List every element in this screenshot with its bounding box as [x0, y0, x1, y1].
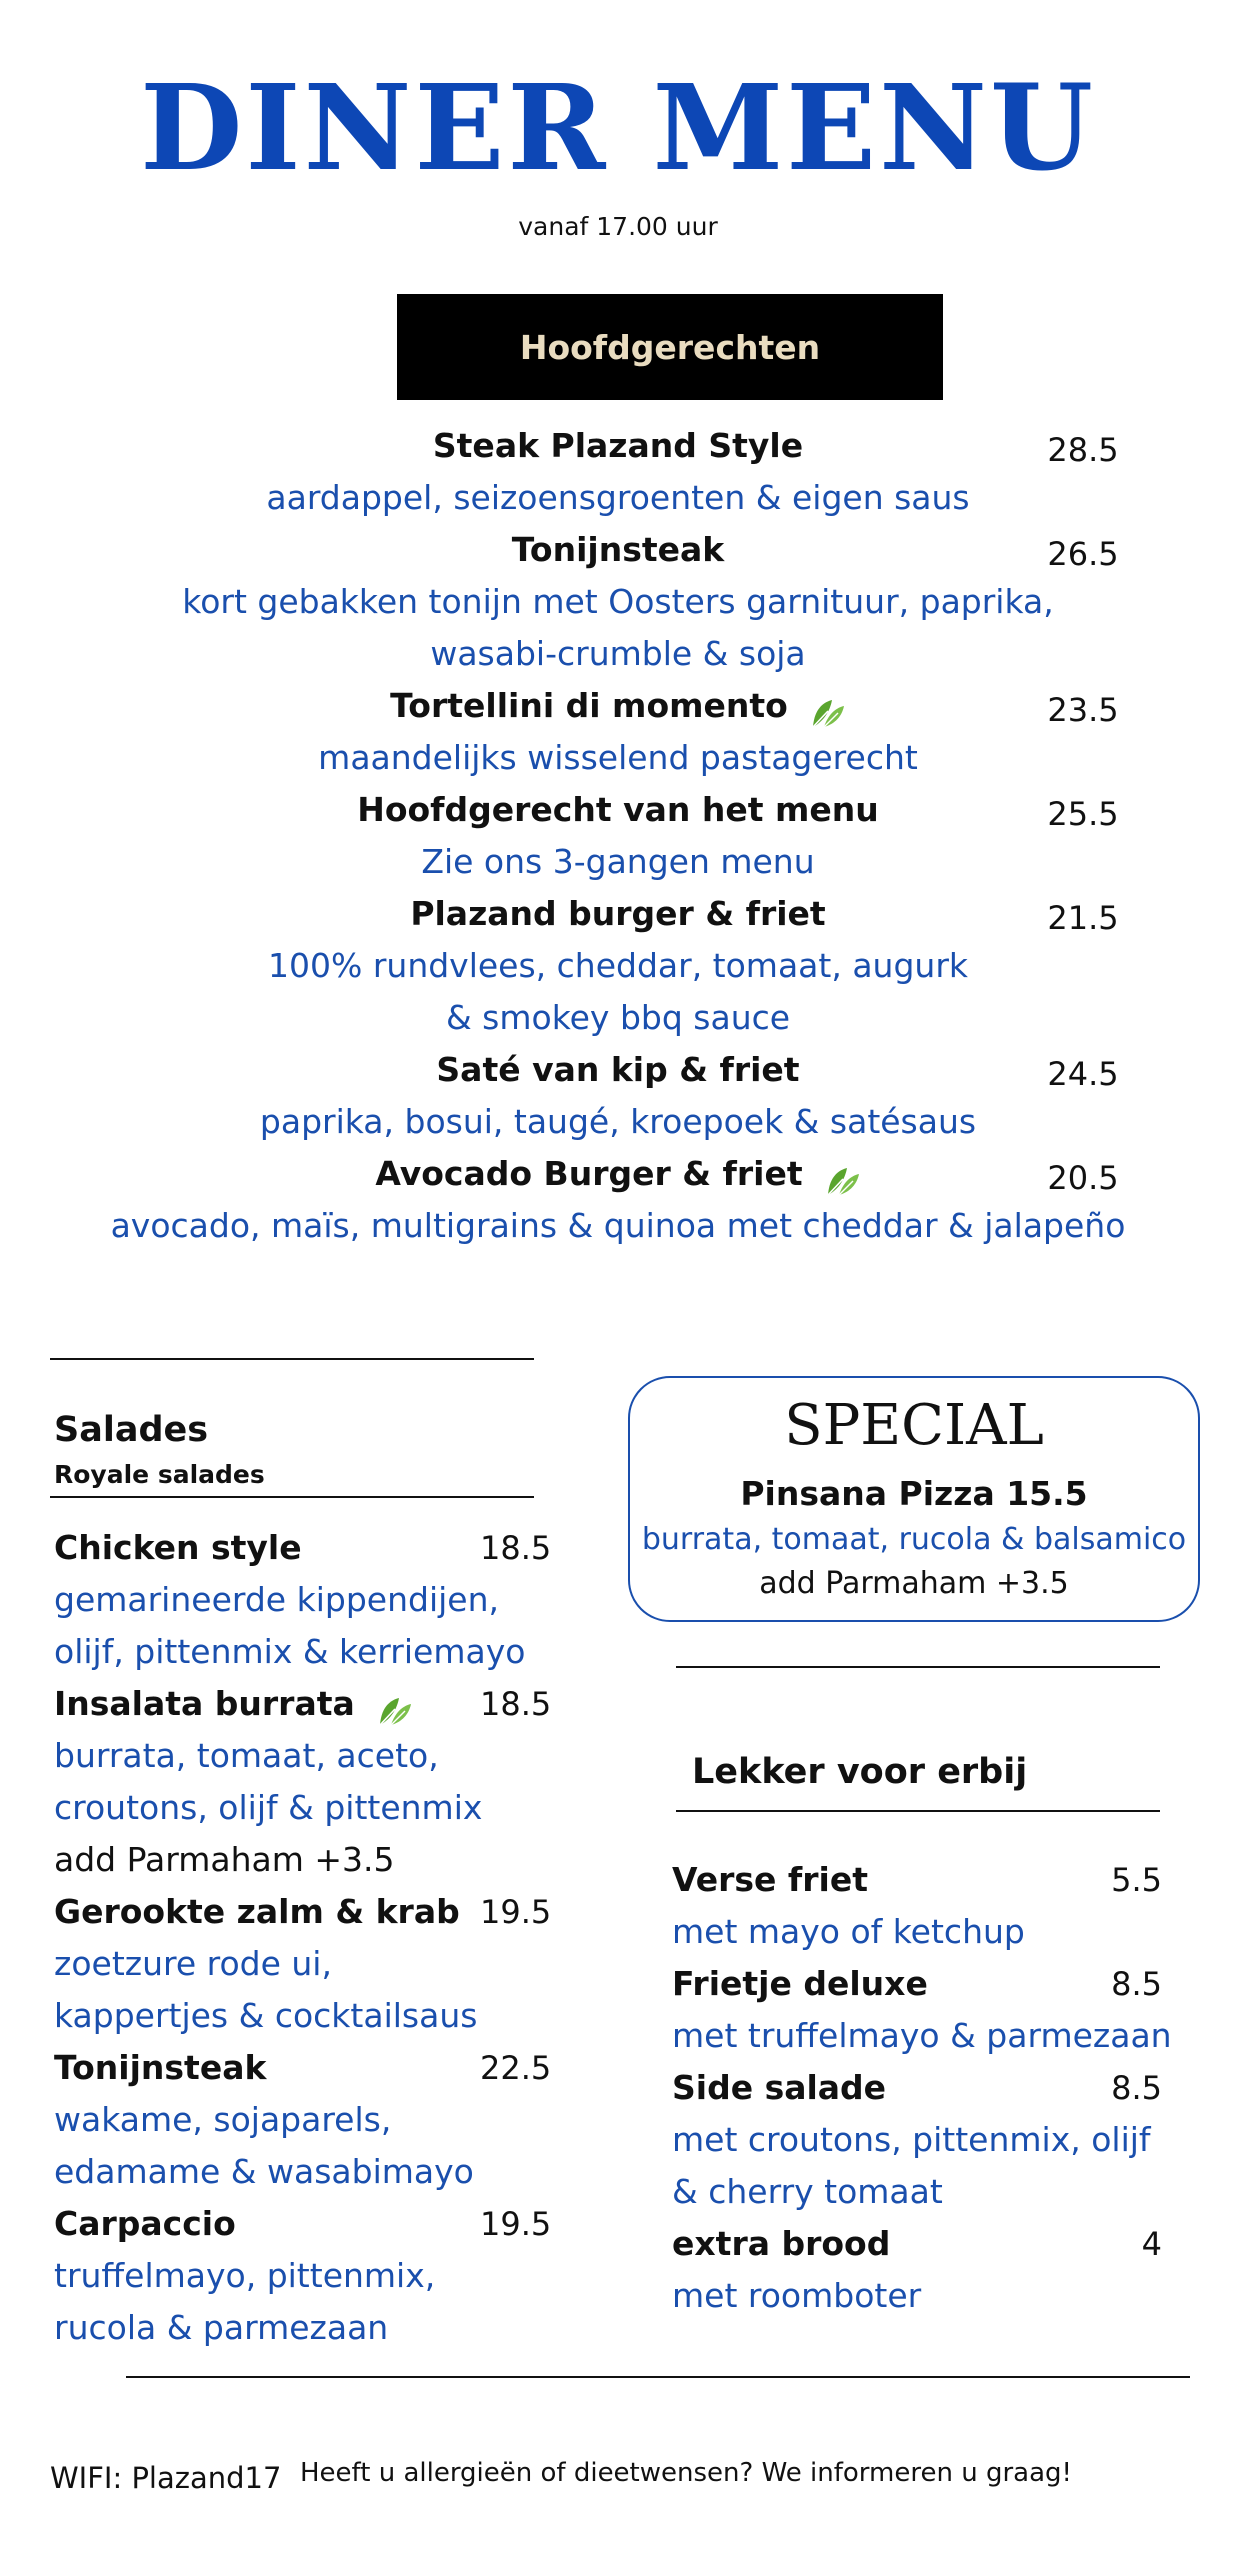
salad-price: 18.5: [480, 1529, 552, 1567]
menu-item-name: Plazand burger & friet: [410, 894, 826, 933]
menu-item-price: 25.5: [1047, 795, 1119, 833]
salad-description: wakame, sojaparels,: [54, 2100, 392, 2139]
side-name: Verse friet: [672, 1860, 869, 1899]
menu-item-description: avocado, maïs, multigrains & quinoa met cheddar & jalapeño: [110, 1206, 1126, 1245]
menu-item-line: [0, 784, 1236, 836]
allergy-note: Heeft u allergieën of dieetwensen? We informeren u graag!: [300, 2458, 1072, 2488]
salad-name: Chicken style: [54, 1528, 302, 1567]
salads-subtitle: Royale salades: [54, 1460, 265, 1489]
side-price: 5.5: [1111, 1861, 1162, 1899]
footer-divider: [126, 2376, 1190, 2378]
menu-item-description: aardappel, seizoensgroenten & eigen saus: [266, 478, 970, 517]
menu-item-line: [0, 420, 1236, 472]
salad-item: [54, 2198, 552, 2250]
salad-description: zoetzure rode ui,: [54, 1944, 332, 1983]
menu-item-name: Steak Plazand Style: [432, 426, 804, 465]
salad-item: [54, 1522, 552, 1574]
salad-name: Gerookte zalm & krab: [54, 1892, 460, 1931]
divider: [676, 1810, 1160, 1812]
menu-item-name: Hoofdgerecht van het menu: [357, 790, 879, 829]
salad-item: [54, 1886, 552, 1938]
salad-description: edamame & wasabimayo: [54, 2152, 474, 2191]
salad-description: rucola & parmezaan: [54, 2308, 389, 2347]
side-price: 8.5: [1111, 2069, 1162, 2107]
menu-item-description: maandelijks wisselend pastagerecht: [318, 738, 918, 777]
menu-item-description: kort gebakken tonijn met Oosters garnituur, paprika,: [182, 582, 1054, 621]
salad-list: [54, 1522, 552, 2354]
salad-item: [54, 1678, 552, 1730]
menu-item-line: [0, 680, 1236, 732]
menu-title: DINER MENU: [140, 58, 1096, 197]
menu-item-price: 26.5: [1047, 535, 1119, 573]
salad-price: 22.5: [480, 2049, 552, 2087]
special-title: SPECIAL: [784, 1393, 1044, 1458]
sides-title: Lekker voor erbij: [692, 1752, 1028, 1792]
side-name: Side salade: [672, 2068, 887, 2107]
menu-item-price: 21.5: [1047, 899, 1119, 937]
side-price: 8.5: [1111, 1965, 1162, 2003]
menu-item-name: Tortellini di momento: [390, 686, 788, 725]
special-item: Pinsana Pizza 15.5: [740, 1474, 1088, 1513]
menu-item-name: Tonijnsteak: [511, 530, 725, 569]
sides-list: [672, 1854, 1192, 2322]
divider: [50, 1358, 534, 1360]
side-name: Frietje deluxe: [672, 1964, 928, 2003]
side-price: 4: [1141, 2225, 1162, 2263]
menu-item-price: 20.5: [1047, 1159, 1119, 1197]
main-course-list: [0, 420, 1236, 1252]
salad-description: kappertjes & cocktailsaus: [54, 1996, 478, 2035]
side-description: & cherry tomaat: [672, 2172, 943, 2211]
salad-price: 19.5: [480, 2205, 552, 2243]
menu-item-description: 100% rundvlees, cheddar, tomaat, augurk: [268, 946, 968, 985]
side-description: met roomboter: [672, 2276, 922, 2315]
menu-item-price: 23.5: [1047, 691, 1119, 729]
leaf-icon: [377, 1690, 413, 1722]
leaf-icon: [810, 692, 846, 724]
salad-name: Insalata burrata: [54, 1684, 355, 1723]
salad-name: Tonijnsteak: [54, 2048, 267, 2087]
side-description: met mayo of ketchup: [672, 1912, 1025, 1951]
menu-item-line: [0, 888, 1236, 940]
salad-description: truffelmayo, pittenmix,: [54, 2256, 436, 2295]
menu-item-line: [0, 1148, 1236, 1200]
menu-item-price: 28.5: [1047, 431, 1119, 469]
menu-item-description: wasabi-crumble & soja: [430, 634, 806, 673]
side-description: met truffelmayo & parmezaan: [672, 2016, 1172, 2055]
menu-item-price: 24.5: [1047, 1055, 1119, 1093]
salad-description: olijf, pittenmix & kerriemayo: [54, 1632, 526, 1671]
menu-item-name: Avocado Burger & friet: [375, 1154, 803, 1193]
menu-item-name: Saté van kip & friet: [436, 1050, 800, 1089]
side-description: met croutons, pittenmix, olijf: [672, 2120, 1151, 2159]
salad-price: 18.5: [480, 1685, 552, 1723]
section-header-hoofdgerechten: Hoofdgerechten: [397, 294, 943, 400]
menu-subtitle: vanaf 17.00 uur: [518, 212, 718, 241]
salad-item: [54, 2042, 552, 2094]
salad-extra: add Parmaham +3.5: [54, 1840, 395, 1879]
salad-name: Carpaccio: [54, 2204, 236, 2243]
divider: [50, 1496, 534, 1498]
wifi-info: WIFI: Plazand17: [50, 2461, 282, 2495]
menu-item-line: [0, 1044, 1236, 1096]
menu-item-description: Zie ons 3-gangen menu: [421, 842, 815, 881]
special-extra: add Parmaham +3.5: [759, 1566, 1069, 1601]
menu-item-description: & smokey bbq sauce: [445, 998, 791, 1037]
salad-description: burrata, tomaat, aceto,: [54, 1736, 439, 1775]
side-item: [672, 1958, 1192, 2010]
divider: [676, 1666, 1160, 1668]
side-item: [672, 2062, 1192, 2114]
menu-item-description: paprika, bosui, taugé, kroepoek & satésaus: [259, 1102, 977, 1141]
side-name: extra brood: [672, 2224, 891, 2263]
salad-price: 19.5: [480, 1893, 552, 1931]
salads-title: Salades: [54, 1410, 209, 1450]
leaf-icon: [825, 1160, 861, 1192]
salad-description: gemarineerde kippendijen,: [54, 1580, 499, 1619]
side-item: [672, 1854, 1192, 1906]
side-item: [672, 2218, 1192, 2270]
salad-description: croutons, olijf & pittenmix: [54, 1788, 483, 1827]
special-description: burrata, tomaat, rucola & balsamico: [641, 1522, 1187, 1557]
menu-item-line: [0, 524, 1236, 576]
